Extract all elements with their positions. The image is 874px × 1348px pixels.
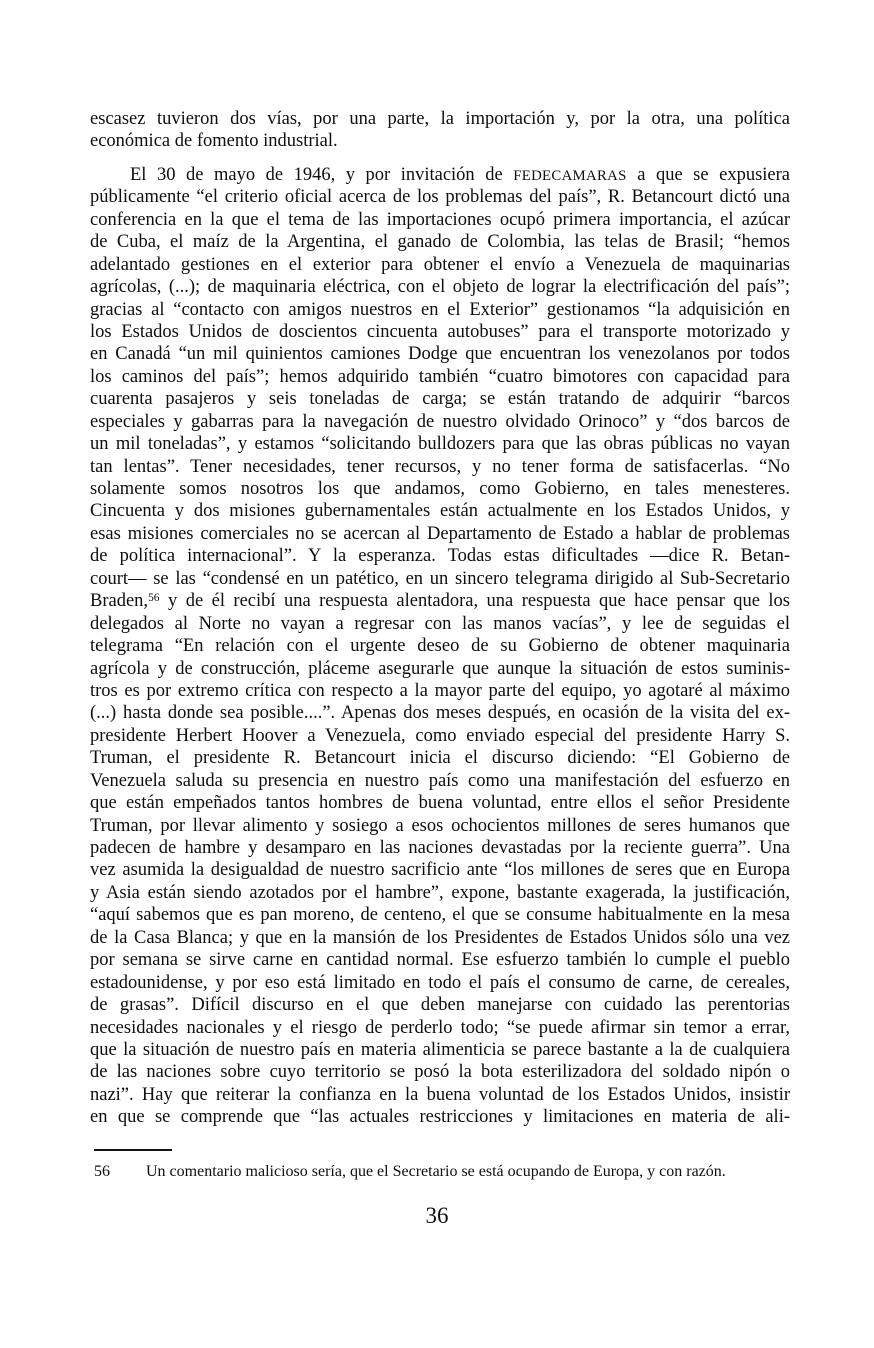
text-block bbox=[90, 108, 790, 1182]
text-line: Truman, por llevar alimento y sosiego a esos ochocientos millones de seres humanos que bbox=[90, 815, 790, 836]
text-line: y Asia están siendo azotados por el hambre”, expone, bastante exagerada, la justificación, bbox=[90, 882, 790, 903]
text-line: que están empeñados tantos hombres de buena voluntad, entre ellos el señor Presidente bbox=[90, 793, 790, 814]
text-line: solamente somos nosotros los que andamos, como Gobierno, en tales menesteres. bbox=[90, 479, 790, 499]
footnote-divider bbox=[94, 1149, 172, 1151]
text-line: de grasas”. Difícil discurso en el que deben manejarse con cuidado las perentorias bbox=[90, 995, 790, 1016]
text-line: Cincuenta y dos misiones gubernamentales están actualmente en los Estados Unidos, y bbox=[90, 501, 790, 522]
text-line: court— se las “condensé en un patético, en un sincero telegrama dirigido al Sub-Secretario bbox=[90, 568, 790, 589]
text-line: los caminos del país”; hemos adquirido también “cuatro bimotores con capacidad para bbox=[90, 366, 790, 387]
text-line: telegrama “En relación con el urgente deseo de su Gobierno de obtener maquinaria bbox=[90, 636, 790, 657]
text-line: que la situación de nuestro país en materia alimenticia se parece bastante a la de cualquiera bbox=[90, 1039, 790, 1060]
paragraph bbox=[90, 164, 790, 1129]
text-line: escasez tuvieron dos vías, por una parte, la importación y, por la otra, una política bbox=[90, 109, 790, 129]
text-line: “aquí sabemos que es pan moreno, de centeno, el que se consume habitualmente en la mesa bbox=[90, 905, 790, 926]
text-line: conferencia en la que el tema de las importaciones ocupó primera importancia, el azúcar bbox=[90, 209, 790, 230]
paragraph bbox=[90, 108, 790, 153]
text-line: cuarenta pasajeros y seis toneladas de carga; se están tratando de adquirir “barcos bbox=[90, 389, 790, 410]
text-line: de Cuba, el maíz de la Argentina, el ganado de Colombia, las telas de Brasil; “hemos bbox=[90, 232, 790, 253]
footnote-reference: 56 bbox=[148, 592, 160, 605]
text-line: tros es por extremo crítica con respecto a la mayor parte del equipo, yo agotaré al máximo bbox=[90, 680, 790, 701]
text-line: económica de fomento industrial. bbox=[90, 131, 338, 152]
text-line: de política internacional”. Y la esperanza. Todas estas dificultades —dice R. Betan- bbox=[90, 546, 790, 567]
footnote-marker: 56 bbox=[94, 1162, 110, 1180]
text-line: por semana se sirve carne en cantidad normal. Ese esfuerzo también lo cumple el pueblo bbox=[90, 950, 790, 971]
text-line: delegados al Norte no vayan a regresar con las manos vacías”, y lee de seguidas el bbox=[90, 613, 790, 634]
text-line: públicamente “el criterio oficial acerca de los problemas del país”, R. Betancourt dictó una bbox=[90, 187, 790, 208]
text-line: agrícolas, (...); de maquinaria eléctrica, con el objeto de lograr la electrificación del país”; bbox=[90, 277, 790, 298]
text-line: los Estados Unidos de doscientos cincuenta autobuses” para el transporte motorizado y bbox=[90, 321, 790, 342]
text-line: adelantado gestiones en el exterior para obtener el envío a Venezuela de maquinarias bbox=[90, 254, 790, 275]
text-line: gracias al “contacto con amigos nuestros en el Exterior” gestionamos “la adquisición en bbox=[90, 299, 790, 320]
text-line: agrícola y de construcción, pláceme asegurarle que aunque la situación de estos suminis- bbox=[90, 658, 790, 679]
text-line: de la Casa Blanca; y que en la mansión de los Presidentes de Estados Unidos sólo una vez bbox=[90, 927, 790, 948]
text-line: vez asumida la desigualdad de nuestro sacrificio ante “los millones de seres que en Europa bbox=[90, 860, 790, 881]
footnote bbox=[90, 1162, 790, 1182]
smallcaps-term: FEDECAMARAS bbox=[513, 167, 627, 184]
text-line: de las naciones sobre cuyo territorio se posó la bota esterilizadora del soldado nipón o bbox=[90, 1062, 790, 1083]
text-line: Truman, el presidente R. Betancourt inicia el discurso diciendo: “El Gobierno de bbox=[90, 748, 790, 769]
text-line: presidente Herbert Hoover a Venezuela, como enviado especial del presidente Harry S. bbox=[90, 725, 790, 746]
text-line: estadounidense, y por eso está limitado en todo el país el consumo de carne, de cereales, bbox=[90, 972, 790, 993]
text-line: un mil toneladas”, y estamos “solicitando bulldozers para que las obras públicas no vayan bbox=[90, 434, 790, 455]
text-line: especiales y gabarras para la navegación de nuestro olvidado Orinoco” y “dos barcos de bbox=[90, 411, 790, 432]
text-line: en Canadá “un mil quinientos camiones Dodge que encuentran los venezolanos por todos bbox=[90, 344, 790, 365]
text-line: nazi”. Hay que reiterar la confianza en la buena voluntad de los Estados Unidos, insistir bbox=[90, 1084, 790, 1105]
text-line: tan lentas”. Tener necesidades, tener recursos, y no tener forma de satisfacerlas. “No bbox=[90, 456, 790, 477]
text-line: necesidades nacionales y el riesgo de perderlo todo; “se puede afirmar sin temor a errar, bbox=[90, 1017, 790, 1038]
text-line: Venezuela saluda su presencia en nuestro país como una manifestación del esfuerzo en bbox=[90, 770, 790, 791]
body-text bbox=[90, 108, 790, 1129]
text-line: en que se comprende que “las actuales restricciones y limitaciones en materia de ali- bbox=[90, 1107, 790, 1128]
text-line: padecen de hambre y desamparo en las naciones devastadas por la reciente guerra”. Una bbox=[90, 838, 790, 858]
page-number: 36 bbox=[425, 1203, 449, 1228]
text-line: esas misiones comerciales no se acercan al Departamento de Estado a hablar de problemas bbox=[90, 523, 790, 544]
footnote-text: Un comentario malicioso sería, que el Secretario se está ocupando de Europa, y con razón. bbox=[146, 1162, 726, 1180]
text-line: (...) hasta donde sea posible....”. Apenas dos meses después, en ocasión de la visita del ex- bbox=[90, 703, 790, 724]
text-line: Braden,$^{56}$ y de él recibí una respuesta alentadora, una respuesta que hace pensar que los bbox=[90, 591, 790, 612]
text-line: El 30 de mayo de 1946, y por invitación de FEDECAMARAS a que se expusiera bbox=[130, 164, 791, 185]
